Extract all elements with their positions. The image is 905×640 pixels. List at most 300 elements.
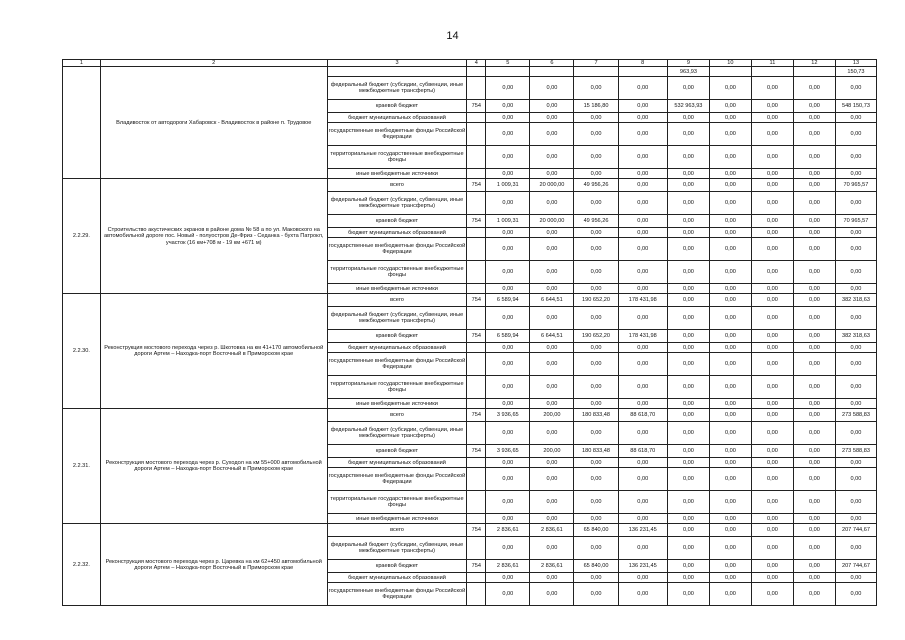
value-cell [467,343,486,353]
value-cell: 0,00 [574,169,618,179]
funding-source-label: иные внебюджетные источники [327,284,467,294]
value-cell: 273 588,83 [835,409,876,422]
value-cell: 0,00 [574,353,618,376]
header-col-6: 6 [530,60,574,67]
value-cell: 0,00 [793,573,835,583]
table-row [63,179,877,192]
value-cell: 0,00 [835,422,876,445]
value-cell [467,307,486,330]
value-cell: 0,00 [667,560,709,573]
value-cell: 0,00 [486,343,530,353]
value-cell: 0,00 [486,146,530,169]
value-cell: 0,00 [486,353,530,376]
value-cell: 0,00 [835,284,876,294]
value-cell: 0,00 [530,261,574,284]
funding-source-label: федеральный бюджет (субсидии, субвенции, иные межбюджетные трансферты) [327,422,467,445]
value-cell: 0,00 [486,422,530,445]
value-cell: 0,00 [667,123,709,146]
value-cell: 0,00 [486,77,530,100]
value-cell: 0,00 [835,192,876,215]
value-cell: 0,00 [751,343,793,353]
value-cell: 0,00 [530,228,574,238]
value-cell: 0,00 [667,422,709,445]
value-cell: 754 [467,179,486,192]
value-cell: 0,00 [751,169,793,179]
value-cell: 0,00 [530,100,574,113]
value-cell: 0,00 [486,537,530,560]
value-cell [467,399,486,409]
value-cell: 0,00 [667,169,709,179]
funding-source-label: федеральный бюджет (субсидии, субвенции, иные межбюджетные трансферты) [327,537,467,560]
value-cell: 0,00 [835,228,876,238]
value-cell: 0,00 [793,524,835,537]
value-cell: 0,00 [793,100,835,113]
value-cell: 0,00 [751,583,793,606]
value-cell: 0,00 [793,353,835,376]
value-cell: 0,00 [835,238,876,261]
value-cell: 0,00 [793,376,835,399]
value-cell: 0,00 [793,409,835,422]
value-cell: 754 [467,409,486,422]
value-cell: 0,00 [751,458,793,468]
value-cell: 0,00 [835,514,876,524]
value-cell: 136 231,45 [618,560,667,573]
value-cell: 0,00 [486,261,530,284]
header-col-10: 10 [709,60,751,67]
value-cell: 0,00 [793,179,835,192]
value-cell: 0,00 [618,376,667,399]
value-cell: 150,73 [835,67,876,77]
row-number: 2.2.29. [63,179,101,294]
value-cell [467,583,486,606]
value-cell: 0,00 [709,573,751,583]
funding-source-label: бюджет муниципальных образований [327,343,467,353]
value-cell: 0,00 [618,100,667,113]
value-cell: 0,00 [574,238,618,261]
value-cell: 0,00 [793,215,835,228]
value-cell: 0,00 [835,376,876,399]
funding-source-label: краевой бюджет [327,330,467,343]
value-cell: 0,00 [667,215,709,228]
value-cell: 136 231,45 [618,524,667,537]
value-cell: 0,00 [574,192,618,215]
table-row [63,524,877,537]
value-cell: 0,00 [667,491,709,514]
row-number: 2.2.32. [63,524,101,606]
value-cell: 0,00 [486,583,530,606]
value-cell: 180 833,48 [574,409,618,422]
value-cell: 3 936,65 [486,409,530,422]
value-cell: 0,00 [709,307,751,330]
value-cell: 200,00 [530,409,574,422]
value-cell: 0,00 [618,284,667,294]
value-cell: 0,00 [530,77,574,100]
measure-name: Строительство акустических экранов в районе дома № 58 а по ул. Маковского на автомобильной дороге пос. Новый - полуостров Де-Фриз - Седанка - бухта Патрокл, участок (16 км+708 м - 19 км +671 м) [100,179,327,294]
value-cell: 0,00 [618,514,667,524]
value-cell: 0,00 [618,261,667,284]
value-cell: 0,00 [530,514,574,524]
value-cell: 200,00 [530,445,574,458]
value-cell: 0,00 [709,445,751,458]
value-cell: 2 836,61 [486,560,530,573]
value-cell: 0,00 [793,343,835,353]
value-cell: 0,00 [618,399,667,409]
value-cell: 49 956,26 [574,179,618,192]
value-cell: 0,00 [667,294,709,307]
funding-source-label: федеральный бюджет (субсидии, субвенции, иные межбюджетные трансферты) [327,77,467,100]
value-cell: 0,00 [793,514,835,524]
value-cell: 0,00 [574,422,618,445]
value-cell: 0,00 [530,399,574,409]
value-cell: 178 431,98 [618,330,667,343]
value-cell: 0,00 [530,284,574,294]
value-cell: 0,00 [793,294,835,307]
value-cell: 0,00 [618,458,667,468]
value-cell: 0,00 [486,100,530,113]
value-cell [618,67,667,77]
value-cell [467,146,486,169]
value-cell: 548 150,73 [835,100,876,113]
value-cell: 65 840,00 [574,524,618,537]
value-cell: 0,00 [667,409,709,422]
row-number [63,67,101,179]
value-cell: 0,00 [751,238,793,261]
value-cell: 6 644,51 [530,330,574,343]
measure-name: Владивосток от автодороги Хабаровск - Владивосток в районе п. Трудовое [100,67,327,179]
value-cell: 0,00 [530,307,574,330]
funding-source-label: краевой бюджет [327,560,467,573]
value-cell [467,113,486,123]
value-cell: 0,00 [709,238,751,261]
value-cell: 0,00 [709,261,751,284]
value-cell: 0,00 [530,537,574,560]
value-cell: 0,00 [667,514,709,524]
value-cell: 0,00 [793,537,835,560]
value-cell: 0,00 [835,353,876,376]
value-cell: 963,93 [667,67,709,77]
value-cell [530,67,574,77]
value-cell: 0,00 [835,468,876,491]
value-cell: 0,00 [574,123,618,146]
value-cell: 0,00 [618,583,667,606]
value-cell: 0,00 [793,238,835,261]
funding-source-label: государственные внебюджетные фонды Российской Федерации [327,238,467,261]
value-cell: 6 589,94 [486,294,530,307]
table-body [63,60,877,606]
value-cell: 0,00 [574,468,618,491]
value-cell: 0,00 [709,537,751,560]
value-cell: 0,00 [751,445,793,458]
value-cell: 0,00 [835,573,876,583]
value-cell: 0,00 [835,113,876,123]
value-cell: 0,00 [835,343,876,353]
value-cell: 178 431,98 [618,294,667,307]
value-cell [467,514,486,524]
header-row [63,60,877,67]
funding-source-label: федеральный бюджет (субсидии, субвенции, иные межбюджетные трансферты) [327,307,467,330]
value-cell: 0,00 [618,343,667,353]
row-number: 2.2.30. [63,294,101,409]
value-cell: 0,00 [793,113,835,123]
value-cell: 382 318,63 [835,294,876,307]
value-cell: 0,00 [486,192,530,215]
value-cell: 0,00 [793,422,835,445]
value-cell: 0,00 [667,399,709,409]
value-cell: 0,00 [835,307,876,330]
value-cell: 0,00 [486,573,530,583]
value-cell: 0,00 [709,192,751,215]
funding-source-label: государственные внебюджетные фонды Российской Федерации [327,583,467,606]
value-cell: 0,00 [709,294,751,307]
value-cell: 0,00 [530,422,574,445]
value-cell: 0,00 [530,353,574,376]
value-cell: 65 840,00 [574,560,618,573]
value-cell: 0,00 [709,524,751,537]
funding-source-label: краевой бюджет [327,215,467,228]
value-cell [709,67,751,77]
value-cell: 0,00 [618,238,667,261]
value-cell: 0,00 [667,583,709,606]
value-cell: 0,00 [574,537,618,560]
value-cell: 0,00 [751,468,793,491]
value-cell: 0,00 [486,468,530,491]
value-cell: 0,00 [751,192,793,215]
funding-source-label: государственные внебюджетные фонды Российской Федерации [327,123,467,146]
value-cell: 0,00 [530,113,574,123]
value-cell: 0,00 [709,560,751,573]
value-cell: 273 588,83 [835,445,876,458]
value-cell: 0,00 [751,573,793,583]
funding-source-label: иные внебюджетные источники [327,514,467,524]
value-cell: 0,00 [486,458,530,468]
value-cell: 0,00 [667,330,709,343]
value-cell: 0,00 [793,468,835,491]
value-cell: 0,00 [574,583,618,606]
value-cell: 0,00 [574,458,618,468]
value-cell: 0,00 [793,491,835,514]
value-cell [467,353,486,376]
value-cell: 0,00 [667,179,709,192]
value-cell [467,458,486,468]
value-cell: 1 009,31 [486,179,530,192]
value-cell [467,422,486,445]
value-cell: 0,00 [618,307,667,330]
measure-name: Реконструкция мостового перехода через р. Шкотовка на км 41+170 автомобильной дороги Артем – Находка-порт Восточный в Приморском крае [100,294,327,409]
value-cell: 3 936,65 [486,445,530,458]
value-cell: 0,00 [709,468,751,491]
funding-source-label: краевой бюджет [327,445,467,458]
funding-source-label: федеральный бюджет (субсидии, субвенции, иные межбюджетные трансферты) [327,192,467,215]
row-number: 2.2.31. [63,409,101,524]
value-cell: 0,00 [618,169,667,179]
funding-source-label: иные внебюджетные источники [327,399,467,409]
value-cell: 0,00 [709,77,751,100]
funding-source-label: краевой бюджет [327,100,467,113]
value-cell: 0,00 [751,560,793,573]
value-cell: 0,00 [667,343,709,353]
value-cell: 0,00 [618,228,667,238]
value-cell: 0,00 [618,179,667,192]
value-cell: 0,00 [667,376,709,399]
value-cell: 0,00 [709,146,751,169]
value-cell: 0,00 [530,343,574,353]
value-cell [486,67,530,77]
value-cell [467,169,486,179]
value-cell: 207 744,67 [835,524,876,537]
value-cell: 0,00 [667,192,709,215]
value-cell [467,77,486,100]
value-cell: 0,00 [751,284,793,294]
value-cell: 0,00 [709,330,751,343]
value-cell: 0,00 [709,399,751,409]
value-cell: 0,00 [793,284,835,294]
value-cell: 0,00 [835,399,876,409]
value-cell: 0,00 [667,307,709,330]
value-cell: 0,00 [751,294,793,307]
value-cell: 49 956,26 [574,215,618,228]
value-cell: 0,00 [486,491,530,514]
value-cell: 0,00 [709,514,751,524]
value-cell: 0,00 [618,77,667,100]
value-cell: 0,00 [793,307,835,330]
value-cell: 0,00 [530,146,574,169]
header-col-3: 3 [327,60,467,67]
value-cell: 0,00 [667,537,709,560]
header-col-4: 4 [467,60,486,67]
funding-source-label: иные внебюджетные источники [327,169,467,179]
value-cell: 0,00 [530,583,574,606]
value-cell: 0,00 [751,113,793,123]
value-cell [751,67,793,77]
value-cell: 0,00 [667,284,709,294]
value-cell: 0,00 [667,573,709,583]
value-cell: 0,00 [618,215,667,228]
value-cell: 0,00 [835,458,876,468]
value-cell: 0,00 [667,524,709,537]
value-cell: 0,00 [667,146,709,169]
header-col-7: 7 [574,60,618,67]
value-cell: 0,00 [530,169,574,179]
measure-name: Реконструкция мостового перехода через р. Суходол на км 55+000 автомобильной дороги Артем – Находка-порт Восточный в Приморском крае [100,409,327,524]
value-cell: 0,00 [618,123,667,146]
value-cell: 0,00 [751,399,793,409]
value-cell: 0,00 [486,123,530,146]
budget-table [62,59,877,606]
value-cell: 0,00 [667,458,709,468]
value-cell: 0,00 [751,228,793,238]
value-cell: 0,00 [667,113,709,123]
value-cell: 6 644,51 [530,294,574,307]
value-cell: 0,00 [530,468,574,491]
value-cell: 190 652,20 [574,294,618,307]
value-cell [574,67,618,77]
value-cell [467,491,486,514]
value-cell: 0,00 [793,399,835,409]
value-cell: 0,00 [709,179,751,192]
value-cell [467,284,486,294]
value-cell: 180 833,48 [574,445,618,458]
value-cell: 0,00 [486,307,530,330]
value-cell: 0,00 [793,560,835,573]
value-cell: 0,00 [793,146,835,169]
value-cell: 0,00 [751,307,793,330]
value-cell: 0,00 [709,228,751,238]
value-cell: 0,00 [835,491,876,514]
value-cell: 0,00 [751,123,793,146]
value-cell: 0,00 [751,146,793,169]
value-cell [467,261,486,284]
value-cell: 0,00 [835,77,876,100]
value-cell: 0,00 [751,524,793,537]
funding-source-label: всего [327,294,467,307]
value-cell [467,123,486,146]
value-cell: 0,00 [486,228,530,238]
value-cell: 0,00 [751,179,793,192]
value-cell: 0,00 [486,238,530,261]
value-cell: 754 [467,215,486,228]
value-cell: 0,00 [835,169,876,179]
value-cell: 0,00 [793,458,835,468]
value-cell: 0,00 [618,353,667,376]
value-cell: 0,00 [486,399,530,409]
value-cell: 0,00 [574,77,618,100]
value-cell: 20 000,00 [530,215,574,228]
funding-source-label: территориальные государственные внебюджетные фонды [327,146,467,169]
funding-source-label [327,67,467,77]
value-cell: 70 965,57 [835,215,876,228]
value-cell: 0,00 [709,100,751,113]
value-cell: 0,00 [835,123,876,146]
header-col-9: 9 [667,60,709,67]
value-cell: 1 009,31 [486,215,530,228]
value-cell: 0,00 [835,583,876,606]
value-cell: 0,00 [751,422,793,445]
value-cell: 0,00 [667,445,709,458]
value-cell: 15 186,80 [574,100,618,113]
funding-source-label: бюджет муниципальных образований [327,573,467,583]
value-cell: 0,00 [751,77,793,100]
value-cell [467,573,486,583]
header-col-13: 13 [835,60,876,67]
funding-source-label: всего [327,409,467,422]
value-cell: 754 [467,445,486,458]
funding-source-label: государственные внебюджетные фонды Российской Федерации [327,353,467,376]
value-cell: 0,00 [835,537,876,560]
value-cell: 0,00 [793,583,835,606]
value-cell: 0,00 [793,261,835,284]
value-cell: 0,00 [709,491,751,514]
value-cell: 2 836,61 [530,560,574,573]
value-cell [467,376,486,399]
value-cell: 0,00 [751,261,793,284]
value-cell: 754 [467,560,486,573]
funding-source-label: всего [327,179,467,192]
funding-source-label: бюджет муниципальных образований [327,113,467,123]
value-cell [467,67,486,77]
header-col-2: 2 [100,60,327,67]
value-cell: 754 [467,524,486,537]
table-row [63,294,877,307]
value-cell: 0,00 [751,514,793,524]
value-cell: 0,00 [618,537,667,560]
value-cell: 88 618,70 [618,409,667,422]
value-cell: 0,00 [667,468,709,491]
value-cell: 88 618,70 [618,445,667,458]
value-cell: 0,00 [667,238,709,261]
value-cell: 0,00 [486,169,530,179]
value-cell: 0,00 [667,261,709,284]
value-cell [467,192,486,215]
